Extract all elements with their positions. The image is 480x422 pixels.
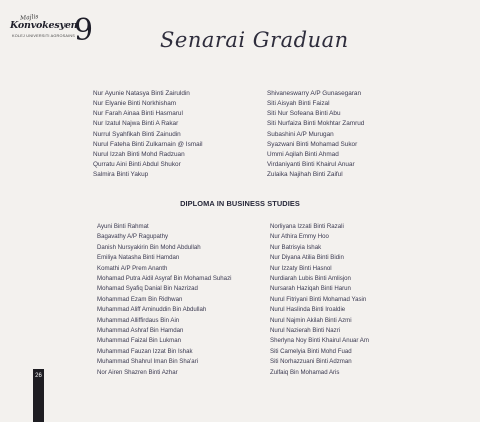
list-item: Nur Elyanie Binti Norkhisham <box>93 100 177 108</box>
list-item: Muhammad Aliff Aminuddin Bin Abdullah <box>97 306 207 314</box>
list-item: Nurul Izzah Binti Mohd Radzuan <box>93 150 185 158</box>
list-item: Nurul Fateha Binti Zulkarnain @ Ismail <box>93 140 203 148</box>
list-item: Sherlyna Noy Binti Khairul Anuar Am <box>270 337 369 345</box>
list-item: Nur Athira Emmy Hoo <box>270 233 329 241</box>
list-item: Nurul Najmin Akilah Binti Azmi <box>270 316 352 324</box>
list-item: Nor Airen Shazren Binti Azhar <box>97 368 178 376</box>
list-item: Mohammad Ezam Bin Ridhwan <box>97 295 183 303</box>
page-number: 26 <box>35 373 42 379</box>
list-item: Muhammad Fauzan Izzat Bin Ishak <box>97 347 193 355</box>
page-title: Senarai Graduan <box>160 28 349 52</box>
list-item: Siti Nurfaiza Binti Mokhtar Zamrud <box>267 120 365 128</box>
list-item: Muhammad Ashraf Bin Hamdan <box>97 327 184 335</box>
list-item: Ummi Aqilah Binti Ahmad <box>267 150 339 158</box>
list-item: Siti Camelyia Binti Mohd Fuad <box>270 347 352 355</box>
list-item: Mohamad Putra Aidil Asyraf Bin Mohamad Suhazi <box>97 275 232 283</box>
list-item: Muhammad Shahrul Iman Bin Sha'ari <box>97 358 199 366</box>
list-item: Siti Norhazzuani Binti Adzman <box>270 358 352 366</box>
list-item: Nur Ayunie Natasya Binti Zairuldin <box>93 90 190 97</box>
list-item: Nur Farah Ainaa Binti Hasmarul <box>93 110 183 118</box>
list-item: Mohamad Syafiq Danial Bin Nazrizad <box>97 285 198 293</box>
list-item: Nurul Fitriyani Binti Mohamad Yasin <box>270 295 367 303</box>
logo-word: Konvokesyen <box>10 20 78 31</box>
list-item: Zulaika Najihah Binti Zaiful <box>267 171 343 179</box>
list-item: Shivaneswarry A/P Gunasegaran <box>267 90 362 97</box>
list-item: Nurrul Syahfikah Binti Zainudin <box>93 130 181 138</box>
list-item: Nurul Nazierah Binti Nazri <box>270 327 341 335</box>
list-item: Nur Izzaty Binti Hasnol <box>270 264 332 272</box>
logo-script-text: Majlis <box>19 13 39 22</box>
list-item: Muhammad Faizal Bin Lukman <box>97 337 181 345</box>
list-item: Norliyana Izzati Binti Razali <box>270 223 344 230</box>
list-item: Syazwani Binti Mohamad Sukor <box>267 140 358 148</box>
diploma-list-left <box>97 222 231 378</box>
list-item: Siti Aisyah Binti Faizal <box>267 100 330 108</box>
list-item: Nur Batrisyia Ishak <box>270 243 322 251</box>
list-item: Qurratu Aini Binti Abdul Shukor <box>93 161 181 169</box>
list-item: Nursarah Haziqah Binti Harun <box>270 285 351 293</box>
logo-subtitle: KOLEJ UNIVERSITI AGROSAINS <box>12 34 76 38</box>
list-item: Zulfaiq Bin Mohamad Aris <box>270 368 340 376</box>
list-item: Nurul Haslinda Binti Iroaldie <box>270 306 346 314</box>
list-item: Komathi A/P Prem Ananth <box>97 264 168 272</box>
list-item: Bagavathy A/P Ragupathy <box>97 233 169 241</box>
list-item: Nurdiarah Lubis Binti Amlisjon <box>270 275 351 283</box>
list-item: Nur Diyana Atilia Binti Bidin <box>270 254 344 262</box>
list-item: Muhammad Alliffirdaus Bin Ain <box>97 316 180 324</box>
list-item: Danish Nursyakirin Bin Mohd Abdullah <box>97 243 201 251</box>
convocation-logo <box>10 14 100 62</box>
list-item: Ayuni Binti Rahmat <box>97 223 149 230</box>
section-heading-diploma: DIPLOMA IN BUSINESS STUDIES <box>180 199 300 208</box>
graduate-list-left <box>93 89 203 180</box>
logo-number: 9 <box>74 13 94 48</box>
list-item: Emiliya Natasha Binti Hamdan <box>97 254 180 262</box>
list-item: Nur Izatul Najwa Binti A Rakar <box>93 120 179 128</box>
list-item: Subashini A/P Murugan <box>267 130 334 138</box>
list-item: Siti Nur Sofeana Binti Abu <box>267 110 341 118</box>
list-item: Virdaniyanti Binti Khairul Anuar <box>267 161 355 169</box>
graduate-list-right <box>267 89 364 180</box>
diploma-list-right <box>270 222 369 378</box>
list-item: Salmira Binti Yakup <box>93 171 149 179</box>
